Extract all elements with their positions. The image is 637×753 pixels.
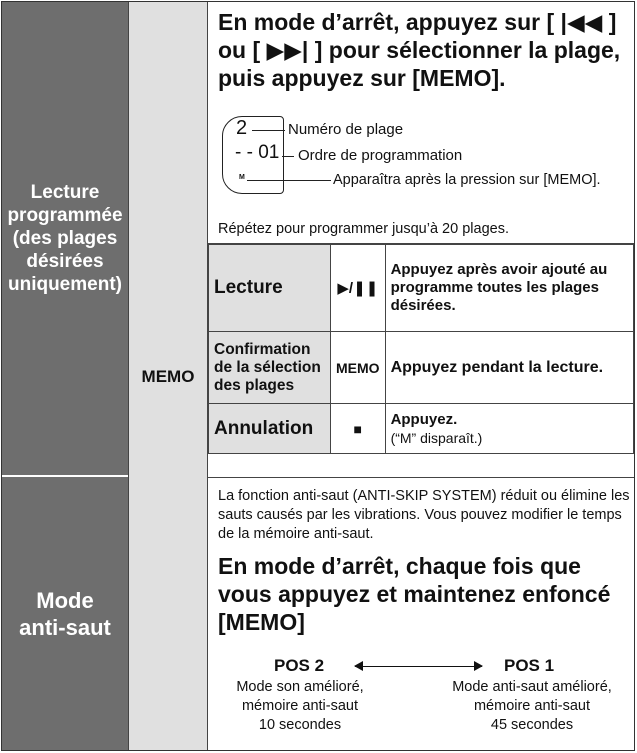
label-line: anti-saut xyxy=(19,614,111,640)
operation-description: Appuyez après avoir ajouté au programme toutes les plages désirées. xyxy=(385,245,633,332)
display-track-number: 2 xyxy=(236,117,248,139)
program-instruction: En mode d’arrêt, appuyez sur [ |◀◀ ] ou [ ▶▶| ] pour sélectionner la plage, puis appuyez sur [MEMO]. xyxy=(218,9,621,91)
pos1-description xyxy=(430,678,634,735)
operation-row-cancel xyxy=(209,404,634,454)
antiskip-instruction: En mode d’arrêt, chaque fois que vous appuyez et maintenez enfoncé [MEMO] xyxy=(218,553,611,635)
operation-name: Confirmation de la sélection des plages xyxy=(209,332,331,404)
button-column xyxy=(128,2,208,750)
memo-button-label: MEMO xyxy=(141,367,195,386)
track-number-callout: Numéro de plage xyxy=(288,121,404,138)
pos2-line: mémoire anti-saut xyxy=(241,698,359,714)
play-pause-key: ▶/❚❚ xyxy=(331,245,386,332)
label-line: Lecture xyxy=(30,182,100,203)
leader-line xyxy=(252,130,285,131)
display-diagram xyxy=(222,114,632,198)
stop-key: ■ xyxy=(331,404,386,454)
label-line: Mode xyxy=(36,587,94,613)
label-line: uniquement) xyxy=(7,274,122,295)
pos2-label: POS 2 xyxy=(274,656,325,675)
pos2-description xyxy=(210,678,390,735)
pos2-line: 10 secondes xyxy=(258,717,342,733)
manual-table xyxy=(1,1,635,751)
operations-table xyxy=(208,244,634,454)
display-m-indicator: M xyxy=(239,174,245,181)
memo-indicator-callout: Apparaîtra après la pression sur [MEMO]. xyxy=(333,172,601,188)
operation-name: Lecture xyxy=(209,245,331,332)
operation-row-play xyxy=(209,245,634,332)
operation-description xyxy=(385,404,633,454)
label-line: (des plages xyxy=(12,228,118,249)
pos1-line: Mode anti-saut amélioré, xyxy=(452,679,612,695)
repeat-note: Répétez pour programmer jusqu’à 20 plages. xyxy=(218,221,509,237)
double-arrow-icon xyxy=(355,666,482,667)
cancel-note: (“M” disparaît.) xyxy=(390,429,483,446)
antiskip-description: La fonction anti-saut (ANTI-SKIP SYSTEM) réduit ou élimine les sauts causés par les vibrations. Vous pouvez modifier le temps de la mémoire anti-saut. xyxy=(218,488,630,542)
program-order-callout: Ordre de programmation xyxy=(298,147,463,164)
label-line: programmée xyxy=(7,205,123,226)
leader-line xyxy=(282,156,294,157)
section-label-antiskip xyxy=(2,477,128,750)
content-column xyxy=(208,2,634,750)
operation-row-confirm xyxy=(209,332,634,404)
pos1-label: POS 1 xyxy=(504,656,555,675)
display-program-order: - - 01 xyxy=(235,142,280,163)
divider xyxy=(208,477,634,478)
leader-line xyxy=(247,180,331,181)
operation-description: Appuyez pendant la lecture. xyxy=(385,332,633,404)
pos1-line: mémoire anti-saut xyxy=(473,698,591,714)
memo-key: MEMO xyxy=(331,332,386,404)
pos2-line: Mode son amélioré, xyxy=(236,679,364,695)
operation-name: Annulation xyxy=(209,404,331,454)
cancel-action: Appuyez. xyxy=(390,410,458,428)
section-label-programmed-play xyxy=(2,2,128,477)
label-line: désirées xyxy=(26,251,104,272)
pos1-line: 45 secondes xyxy=(490,717,574,733)
